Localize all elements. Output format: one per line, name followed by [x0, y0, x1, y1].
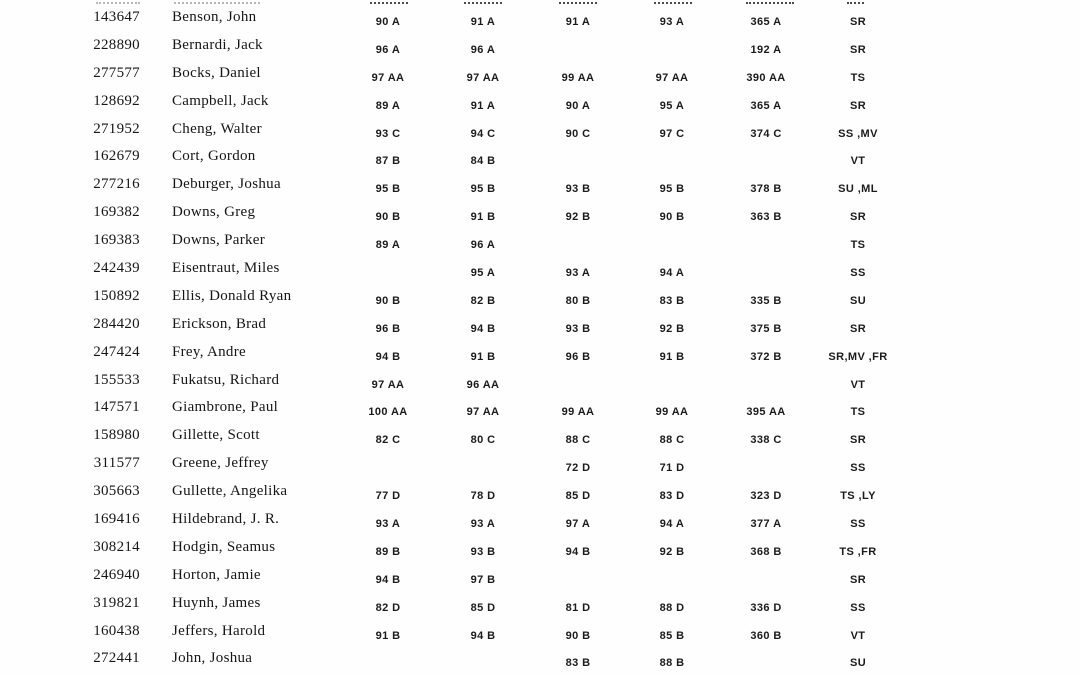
student-id-number: 147571 [93, 399, 140, 416]
score-period-1: 93 C [375, 127, 401, 140]
score-total: 363 B [750, 211, 782, 224]
status-codes: VT [850, 378, 866, 391]
score-period-4: 85 B [659, 629, 685, 642]
student-id-number: 277216 [93, 176, 140, 193]
status-codes: TS [850, 71, 866, 84]
score-period-1: 87 B [375, 155, 401, 168]
score-period-2: 96 A [470, 239, 496, 252]
status-codes: SS [850, 518, 866, 531]
score-period-3: 99 AA [561, 406, 595, 419]
score-period-4: 91 B [659, 350, 685, 363]
student-name: Horton, Jamie [172, 566, 261, 583]
table-row [0, 646, 1080, 674]
score-total: 338 C [750, 434, 782, 447]
table-row [0, 61, 1080, 89]
student-name: Benson, John [172, 9, 257, 25]
student-id-number: 247424 [93, 343, 140, 360]
status-codes: SR [849, 99, 867, 112]
student-id-number: 271952 [93, 120, 140, 137]
score-period-2: 91 B [470, 211, 496, 224]
score-period-1: 95 B [375, 183, 401, 196]
score-period-1: 97 AA [371, 378, 405, 391]
table-row [0, 5, 1080, 33]
score-period-3: 85 D [565, 490, 591, 503]
status-codes: SR [849, 434, 867, 447]
score-period-2: 97 B [470, 573, 496, 586]
score-period-4: 95 A [659, 99, 685, 112]
table-row [0, 33, 1080, 61]
table-row [0, 619, 1080, 647]
score-period-2: 96 A [470, 43, 496, 56]
score-period-1: 90 A [375, 16, 401, 28]
table-row [0, 395, 1080, 423]
score-period-4: 97 C [659, 127, 685, 140]
score-period-4: 90 B [659, 211, 685, 224]
clipped-cell-fragment [174, 0, 260, 4]
score-period-3: 97 A [565, 518, 591, 531]
score-period-2: 85 D [470, 601, 496, 614]
student-id-number: 150892 [93, 287, 140, 304]
student-id-number: 308214 [93, 538, 140, 555]
student-name: Gillette, Scott [172, 427, 260, 444]
table-row [0, 479, 1080, 507]
score-period-3: 90 B [565, 629, 591, 642]
clipped-cell-fragment [96, 0, 140, 4]
score-period-2: 94 B [470, 629, 496, 642]
score-period-4: 92 B [659, 322, 685, 335]
score-period-3: 90 C [565, 127, 591, 140]
status-codes: TS ,FR [839, 545, 877, 558]
student-name: Giambrone, Paul [172, 399, 279, 416]
table-row [0, 312, 1080, 340]
score-period-1: 91 B [375, 629, 401, 642]
score-total: 374 C [750, 127, 782, 140]
score-period-1: 89 B [375, 545, 401, 558]
score-period-2: 97 AA [466, 71, 500, 84]
score-period-3: 94 B [565, 545, 591, 558]
score-period-1: 77 D [375, 490, 401, 503]
score-period-2: 93 A [470, 518, 496, 531]
clipped-cell-fragment [746, 0, 794, 4]
student-roster-table [0, 5, 1080, 674]
score-period-4: 88 B [659, 657, 685, 670]
student-id-number: 162679 [93, 148, 140, 165]
score-period-2: 91 A [470, 99, 496, 112]
score-period-3: 80 B [565, 294, 591, 307]
score-period-1: 90 B [375, 211, 401, 224]
student-id-number: 272441 [93, 650, 140, 667]
student-id-number: 128692 [93, 92, 140, 109]
score-period-3: 72 D [565, 462, 591, 475]
table-row [0, 144, 1080, 172]
score-total: 372 B [750, 350, 782, 363]
student-name: Greene, Jeffrey [172, 455, 269, 472]
score-period-3: 92 B [565, 211, 591, 224]
student-name: Hildebrand, J. R. [172, 511, 280, 528]
student-id-number: 169416 [93, 511, 140, 528]
score-total: 365 A [750, 16, 782, 28]
score-period-2: 93 B [470, 545, 496, 558]
score-period-4: 83 D [659, 490, 685, 503]
table-row [0, 172, 1080, 200]
table-row [0, 368, 1080, 396]
status-codes: SR [849, 16, 867, 28]
student-name: Bernardi, Jack [172, 36, 263, 53]
student-id-number: 169382 [93, 204, 140, 221]
status-codes: SR [849, 211, 867, 224]
status-codes: SR [849, 322, 867, 335]
score-total: 323 D [750, 490, 782, 503]
student-name: Cheng, Walter [172, 120, 262, 137]
score-period-3: 93 B [565, 322, 591, 335]
table-row [0, 89, 1080, 117]
status-codes: SS [850, 267, 866, 280]
table-row [0, 451, 1080, 479]
score-period-2: 80 C [470, 434, 496, 447]
score-total: 192 A [750, 43, 782, 56]
score-total: 390 AA [746, 71, 786, 84]
score-period-4: 93 A [659, 16, 685, 28]
student-id-number: 284420 [93, 315, 140, 332]
score-period-3: 83 B [565, 657, 591, 670]
score-period-3: 90 A [565, 99, 591, 112]
score-period-1: 89 A [375, 239, 401, 252]
student-name: Downs, Parker [172, 232, 266, 249]
score-period-2: 94 B [470, 322, 496, 335]
score-period-2: 94 C [470, 127, 496, 140]
student-id-number: 246940 [93, 566, 140, 583]
student-name: Campbell, Jack [172, 92, 269, 109]
status-codes: SR,MV ,FR [828, 350, 888, 363]
student-id-number: 305663 [93, 483, 140, 500]
score-period-4: 95 B [659, 183, 685, 196]
score-period-3: 99 AA [561, 71, 595, 84]
score-period-2: 78 D [470, 490, 496, 503]
status-codes: SU [849, 657, 867, 670]
score-total: 375 B [750, 322, 782, 335]
score-period-1: 97 AA [371, 71, 405, 84]
student-id-number: 160438 [93, 622, 140, 639]
table-row [0, 423, 1080, 451]
table-row [0, 200, 1080, 228]
table-row [0, 340, 1080, 368]
score-period-2: 82 B [470, 294, 496, 307]
student-name: Frey, Andre [172, 343, 246, 360]
student-name: Eisentraut, Miles [172, 260, 280, 277]
score-total: 336 D [750, 601, 782, 614]
clipped-cell-fragment [654, 0, 692, 4]
score-period-2: 91 A [470, 16, 496, 28]
student-name: Downs, Greg [172, 204, 256, 221]
student-name: Gullette, Angelika [172, 483, 288, 500]
student-id-number: 169383 [93, 232, 140, 249]
score-period-3: 81 D [565, 601, 591, 614]
student-name: Erickson, Brad [172, 315, 267, 332]
score-period-2: 95 A [470, 267, 496, 280]
table-row [0, 563, 1080, 591]
score-period-3: 93 A [565, 267, 591, 280]
status-codes: SU [849, 294, 867, 307]
score-period-3: 96 B [565, 350, 591, 363]
table-row [0, 117, 1080, 145]
student-name: Deburger, Joshua [172, 176, 281, 193]
clipped-cell-fragment [464, 0, 502, 4]
student-id-number: 143647 [93, 9, 140, 25]
student-id-number: 155533 [93, 371, 140, 388]
table-row [0, 228, 1080, 256]
status-codes: TS [850, 239, 866, 252]
score-period-3: 93 B [565, 183, 591, 196]
score-period-1: 94 B [375, 350, 401, 363]
score-period-2: 96 AA [466, 378, 500, 391]
score-total: 335 B [750, 294, 782, 307]
status-codes: VT [850, 629, 866, 642]
status-codes: TS ,LY [840, 490, 876, 503]
score-period-4: 88 C [659, 434, 685, 447]
student-name: Cort, Gordon [172, 148, 256, 165]
status-codes: SS [850, 462, 866, 475]
student-id-number: 311577 [93, 455, 140, 472]
score-period-1: 96 B [375, 322, 401, 335]
score-period-4: 99 AA [655, 406, 689, 419]
score-total: 368 B [750, 545, 782, 558]
status-codes: SU ,ML [838, 183, 878, 196]
score-period-1: 82 C [375, 434, 401, 447]
score-period-2: 95 B [470, 183, 496, 196]
score-total: 395 AA [746, 406, 786, 419]
student-name: Fukatsu, Richard [172, 371, 280, 388]
clipped-cell-fragment [559, 0, 597, 4]
table-row [0, 256, 1080, 284]
score-total: 360 B [750, 629, 782, 642]
score-period-4: 88 D [659, 601, 685, 614]
score-period-2: 84 B [470, 155, 496, 168]
score-period-4: 71 D [659, 462, 685, 475]
student-id-number: 242439 [93, 260, 140, 277]
status-codes: SS ,MV [838, 127, 878, 140]
student-name: Bocks, Daniel [172, 64, 261, 81]
student-name: John, Joshua [172, 650, 253, 667]
score-period-4: 92 B [659, 545, 685, 558]
table-row [0, 507, 1080, 535]
table-row [0, 535, 1080, 563]
score-period-3: 91 A [565, 16, 591, 28]
score-period-4: 97 AA [655, 71, 689, 84]
clipped-cell-fragment [370, 0, 408, 4]
score-period-4: 83 B [659, 294, 685, 307]
score-total: 378 B [750, 183, 782, 196]
score-period-4: 94 A [659, 518, 685, 531]
student-id-number: 228890 [93, 36, 140, 53]
table-row [0, 284, 1080, 312]
student-name: Ellis, Donald Ryan [172, 287, 292, 304]
score-total: 365 A [750, 99, 782, 112]
score-period-4: 94 A [659, 267, 685, 280]
score-period-1: 96 A [375, 43, 401, 56]
score-period-1: 100 AA [368, 406, 408, 419]
student-name: Jeffers, Harold [172, 622, 266, 639]
score-period-2: 91 B [470, 350, 496, 363]
status-codes: SR [849, 573, 867, 586]
score-period-1: 82 D [375, 601, 401, 614]
status-codes: TS [850, 406, 866, 419]
student-id-number: 277577 [93, 64, 140, 81]
status-codes: SS [850, 601, 866, 614]
score-period-3: 88 C [565, 434, 591, 447]
student-name: Hodgin, Seamus [172, 538, 276, 555]
status-codes: VT [850, 155, 866, 168]
student-name: Huynh, James [172, 594, 261, 611]
student-id-number: 158980 [93, 427, 140, 444]
score-period-1: 94 B [375, 573, 401, 586]
student-id-number: 319821 [93, 594, 140, 611]
score-total: 377 A [750, 518, 782, 531]
score-period-1: 93 A [375, 518, 401, 531]
table-row [0, 591, 1080, 619]
clipped-cell-fragment [847, 0, 864, 4]
score-period-1: 89 A [375, 99, 401, 112]
status-codes: SR [849, 43, 867, 56]
score-period-2: 97 AA [466, 406, 500, 419]
score-period-1: 90 B [375, 294, 401, 307]
